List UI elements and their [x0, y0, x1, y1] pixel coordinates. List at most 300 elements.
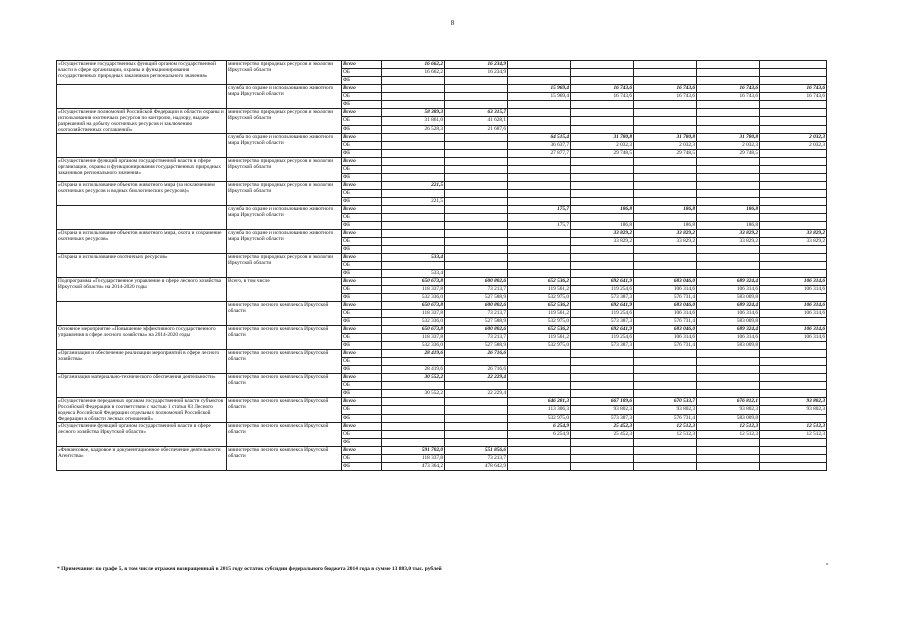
amount-cell [445, 406, 508, 414]
amount-cell [697, 182, 760, 190]
amount-cell [571, 69, 634, 77]
amount-cell [760, 125, 827, 133]
amount-cell [445, 254, 508, 262]
amount-cell: 2 032,3 [571, 142, 634, 150]
amount-cell [760, 270, 827, 278]
amount-cell [382, 398, 445, 406]
amount-cell [571, 439, 634, 447]
amount-cell: 186,8 [697, 222, 760, 230]
amount-cell: 119 254,6 [571, 334, 634, 342]
amount-cell: 473 364,2 [382, 463, 445, 471]
amount-cell [382, 166, 445, 174]
amount-cell [508, 246, 571, 254]
amount-cell [508, 101, 571, 109]
amount-cell [571, 198, 634, 206]
funding-source: Всего [342, 230, 382, 238]
amount-cell [508, 374, 571, 382]
amount-cell [760, 463, 827, 471]
amount-cell: 22 229,4 [445, 390, 508, 398]
amount-cell: 527 588,9 [445, 342, 508, 350]
amount-cell: 25 452,3 [571, 423, 634, 431]
amount-cell [445, 262, 508, 270]
amount-cell: 186,8 [571, 206, 634, 214]
amount-cell: 15 969,4 [508, 93, 571, 101]
amount-cell [445, 230, 508, 238]
amount-cell [445, 166, 508, 174]
amount-cell: 576 731,4 [634, 414, 697, 422]
amount-cell [697, 254, 760, 262]
amount-cell: 22 229,4 [445, 374, 508, 382]
amount-cell: 73 213,7 [445, 455, 508, 463]
amount-cell [571, 174, 634, 182]
amount-cell [571, 117, 634, 125]
amount-cell [445, 214, 508, 222]
amount-cell [571, 270, 634, 278]
amount-cell: 118 337,8 [382, 334, 445, 342]
amount-cell: 119 254,6 [571, 310, 634, 318]
amount-cell: 36 637,7 [508, 142, 571, 150]
amount-cell: 221,5 [382, 198, 445, 206]
amount-cell [508, 109, 571, 117]
amount-cell: 29 748,5 [697, 150, 760, 158]
amount-cell: 26 528,3 [382, 125, 445, 133]
funding-source: Всего [342, 61, 382, 69]
amount-cell [571, 246, 634, 254]
amount-cell [697, 262, 760, 270]
amount-cell: 16 743,6 [571, 85, 634, 93]
amount-cell: 29 748,5 [571, 150, 634, 158]
amount-cell: 25 452,3 [571, 431, 634, 439]
amount-cell [697, 374, 760, 382]
executor-name: министерство природных ресурсов и экологии Иркутской области [227, 254, 342, 278]
amount-cell: 689 324,4 [697, 326, 760, 334]
amount-cell [571, 374, 634, 382]
amount-cell: 118 337,8 [382, 455, 445, 463]
funding-source: Всего [342, 350, 382, 358]
amount-cell: 30 552,2 [382, 390, 445, 398]
amount-cell [697, 166, 760, 174]
amount-cell [382, 190, 445, 198]
amount-cell [760, 117, 827, 125]
table-row [57, 134, 827, 142]
funding-source: ОБ [342, 117, 382, 125]
funding-source: ФБ [342, 318, 382, 326]
amount-cell: 532 975,0 [508, 318, 571, 326]
amount-cell [760, 382, 827, 390]
activity-name [57, 85, 227, 109]
amount-cell [508, 77, 571, 85]
executor-name: министерство природных ресурсов и экологии Иркутской области [227, 158, 342, 182]
amount-cell [508, 439, 571, 447]
funding-source: Всего [342, 302, 382, 310]
amount-cell [508, 69, 571, 77]
amount-cell [760, 198, 827, 206]
amount-cell: 600 802,6 [445, 326, 508, 334]
amount-cell: 106 314,6 [634, 286, 697, 294]
amount-cell [760, 69, 827, 77]
funding-source: Всего [342, 182, 382, 190]
amount-cell [634, 382, 697, 390]
funding-source: ФБ [342, 77, 382, 85]
amount-cell [571, 77, 634, 85]
amount-cell [760, 158, 827, 166]
amount-cell [697, 117, 760, 125]
amount-cell: 667 189,6 [571, 398, 634, 406]
amount-cell [445, 439, 508, 447]
amount-cell [571, 350, 634, 358]
amount-cell: 33 829,2 [697, 230, 760, 238]
amount-cell [571, 109, 634, 117]
amount-cell [571, 125, 634, 133]
amount-cell [382, 414, 445, 422]
amount-cell [634, 270, 697, 278]
funding-source: ОБ [342, 310, 382, 318]
amount-cell [445, 358, 508, 366]
amount-cell: 175,7 [508, 206, 571, 214]
amount-cell [445, 423, 508, 431]
amount-cell: 106 314,6 [760, 302, 827, 310]
amount-cell [634, 174, 697, 182]
amount-cell: 16 234,9 [445, 69, 508, 77]
funding-source: ФБ [342, 222, 382, 230]
amount-cell [508, 230, 571, 238]
amount-cell: 576 731,4 [634, 318, 697, 326]
amount-cell: 683 046,0 [634, 302, 697, 310]
amount-cell [508, 182, 571, 190]
amount-cell [697, 61, 760, 69]
amount-cell [382, 150, 445, 158]
executor-name: министерство лесного комплекса Иркутской области [227, 423, 342, 447]
amount-cell: 551 856,6 [445, 447, 508, 455]
amount-cell [508, 262, 571, 270]
amount-cell: 532 975,0 [508, 294, 571, 302]
amount-cell: 64 515,4 [508, 134, 571, 142]
amount-cell: 652 536,2 [508, 302, 571, 310]
amount-cell [634, 166, 697, 174]
activity-name: «Охрана и использование объектов животного мира (за исключением охотничьих ресурсов и водных биологических ресурсов)» [57, 182, 227, 206]
amount-cell: 689 324,4 [697, 302, 760, 310]
amount-cell [571, 455, 634, 463]
amount-cell [382, 134, 445, 142]
amount-cell: 16 662,2 [382, 69, 445, 77]
amount-cell [571, 390, 634, 398]
funding-source: ФБ [342, 390, 382, 398]
amount-cell [445, 238, 508, 246]
amount-cell: 175,7 [508, 222, 571, 230]
amount-cell: 573 387,3 [571, 342, 634, 350]
amount-cell [634, 439, 697, 447]
amount-cell: 16 234,9 [445, 61, 508, 69]
amount-cell: 16 743,6 [697, 93, 760, 101]
amount-cell: 186,8 [571, 222, 634, 230]
amount-cell: 527 588,9 [445, 294, 508, 302]
activity-name: «Охрана и использование охотничьих ресурсов» [57, 254, 227, 278]
amount-cell: 28 419,6 [382, 350, 445, 358]
amount-cell [760, 366, 827, 374]
amount-cell [634, 262, 697, 270]
amount-cell: 31 780,8 [697, 134, 760, 142]
amount-cell [508, 125, 571, 133]
executor-name: служба по охране и использованию животного мира Иркутской области [227, 134, 342, 158]
amount-cell [697, 77, 760, 85]
activity-name: «Осуществление переданных органам государственной власти субъектов Российской Федерации в соответствии с частью 1 статьи 83 Лесного кодекса Российской Федерации отдельных полномочий Российской Федерации в области лесных отношений» [57, 398, 227, 423]
funding-source: ОБ [342, 431, 382, 439]
amount-cell: 12 512,3 [634, 431, 697, 439]
amount-cell [697, 174, 760, 182]
amount-cell [445, 206, 508, 214]
funding-source: ФБ [342, 270, 382, 278]
funding-source: ФБ [342, 439, 382, 447]
amount-cell [445, 150, 508, 158]
amount-cell: 33 829,2 [571, 238, 634, 246]
amount-cell [760, 166, 827, 174]
amount-cell [634, 109, 697, 117]
activity-name: Основное мероприятие «Повышение эффективного государственного управления в сфере лесного хозяйства» на 2014-2020 годы [57, 326, 227, 350]
funding-source: ОБ [342, 142, 382, 150]
amount-cell [634, 117, 697, 125]
amount-cell: 119 254,6 [571, 286, 634, 294]
amount-cell [445, 398, 508, 406]
amount-cell [634, 463, 697, 471]
funding-source: ФБ [342, 198, 382, 206]
executor-name: министерство лесного комплекса Иркутской области [227, 398, 342, 423]
amount-cell: 93 802,3 [760, 406, 827, 414]
funding-source: ОБ [342, 286, 382, 294]
table-row [57, 423, 827, 431]
amount-cell: 2 032,3 [634, 142, 697, 150]
amount-cell: 16 743,6 [697, 85, 760, 93]
amount-cell [634, 214, 697, 222]
end-mark: » [826, 562, 829, 567]
funding-source: Всего [342, 326, 382, 334]
amount-cell [697, 350, 760, 358]
amount-cell [445, 85, 508, 93]
table-row [57, 326, 827, 334]
amount-cell: 118 337,8 [382, 310, 445, 318]
funding-source: ФБ [342, 414, 382, 422]
amount-cell: 652 536,2 [508, 278, 571, 286]
activity-name: «Осуществление государственных функций органом государственной власти в сфере организации, охраны и функционирования государственных природных заказников регионального значения» [57, 61, 227, 85]
amount-cell [382, 262, 445, 270]
amount-cell: 113 306,3 [508, 406, 571, 414]
funding-source: ОБ [342, 214, 382, 222]
amount-cell [445, 174, 508, 182]
amount-cell: 16 743,6 [634, 93, 697, 101]
amount-cell [382, 93, 445, 101]
amount-cell [760, 262, 827, 270]
amount-cell [634, 77, 697, 85]
amount-cell: 93 802,3 [571, 406, 634, 414]
amount-cell [697, 214, 760, 222]
funding-source: Всего [342, 85, 382, 93]
amount-cell [697, 447, 760, 455]
funding-source: ОБ [342, 238, 382, 246]
amount-cell [508, 61, 571, 69]
amount-cell [508, 366, 571, 374]
table-row [57, 61, 827, 69]
amount-cell [760, 109, 827, 117]
amount-cell [445, 158, 508, 166]
funding-source: ОБ [342, 358, 382, 366]
amount-cell: 573 387,3 [571, 414, 634, 422]
amount-cell [760, 390, 827, 398]
amount-cell: 30 552,2 [382, 374, 445, 382]
amount-cell: 73 213,7 [445, 334, 508, 342]
amount-cell: 31 861,0 [382, 117, 445, 125]
table-row [57, 182, 827, 190]
amount-cell [382, 101, 445, 109]
amount-cell [760, 174, 827, 182]
amount-cell: 118 337,8 [382, 286, 445, 294]
amount-cell [571, 382, 634, 390]
amount-cell [697, 158, 760, 166]
amount-cell: 221,5 [382, 182, 445, 190]
executor-name: министерство лесного комплекса Иркутской области [227, 374, 342, 398]
amount-cell: 6 254,9 [508, 431, 571, 439]
table-row [57, 230, 827, 238]
amount-cell [760, 206, 827, 214]
table-row [57, 350, 827, 358]
amount-cell [697, 390, 760, 398]
activity-name: «Охрана и использование объектов животного мира, охота и сохранение охотничьих ресурсов» [57, 230, 227, 254]
amount-cell [634, 390, 697, 398]
amount-cell [445, 77, 508, 85]
funding-source: Всего [342, 206, 382, 214]
amount-cell [571, 262, 634, 270]
amount-cell [634, 69, 697, 77]
amount-cell [445, 190, 508, 198]
executor-name: министерство лесного комплекса Иркутской области [227, 350, 342, 374]
amount-cell [571, 463, 634, 471]
funding-source: Всего [342, 374, 382, 382]
amount-cell: 532 336,0 [382, 318, 445, 326]
amount-cell [634, 182, 697, 190]
amount-cell [760, 246, 827, 254]
executor-name: служба по охране и использованию животного мира Иркутской области [227, 206, 342, 230]
amount-cell: 12 512,3 [697, 423, 760, 431]
funding-source: ОБ [342, 334, 382, 342]
table-row [57, 447, 827, 455]
funding-source: ОБ [342, 455, 382, 463]
amount-cell: 646 281,3 [508, 398, 571, 406]
amount-cell [697, 358, 760, 366]
table-row [57, 206, 827, 214]
amount-cell [445, 414, 508, 422]
amount-cell: 186,8 [634, 206, 697, 214]
footnote: * Примечание: по графе 5, в том числе отражен возвращенный в 2015 году остаток субсидии федерального бюджета 2014 года в сумме 13 883,0 тыс. рублей [57, 566, 442, 572]
amount-cell: 576 731,4 [634, 294, 697, 302]
amount-cell [697, 455, 760, 463]
amount-cell: 683 046,0 [634, 278, 697, 286]
amount-cell [760, 190, 827, 198]
amount-cell [382, 214, 445, 222]
activity-name: «Организация материально-технического обеспечения деятельности» [57, 374, 227, 398]
amount-cell [571, 101, 634, 109]
amount-cell [508, 254, 571, 262]
page-number: 8 [450, 19, 455, 27]
funding-source: Всего [342, 398, 382, 406]
amount-cell: 533,4 [382, 254, 445, 262]
amount-cell: 26 716,6 [445, 350, 508, 358]
amount-cell: 63 315,7 [445, 109, 508, 117]
amount-cell: 106 314,6 [760, 286, 827, 294]
amount-cell [697, 246, 760, 254]
amount-cell: 532 336,0 [382, 342, 445, 350]
amount-cell [697, 190, 760, 198]
amount-cell [760, 294, 827, 302]
activity-name: «Осуществление полномочий Российской Федерации в области охраны и использования охотничьих ресурсов по контролю, надзору, выдаче разрешений на добычу охотничьих ресурсов и заключению охотхозяйственных соглашений» [57, 109, 227, 134]
funding-source: Всего [342, 109, 382, 117]
amount-cell [697, 125, 760, 133]
amount-cell: 15 969,4 [508, 85, 571, 93]
amount-cell [760, 77, 827, 85]
amount-cell: 16 743,6 [634, 85, 697, 93]
amount-cell [634, 455, 697, 463]
amount-cell [508, 238, 571, 246]
activity-name [57, 206, 227, 230]
amount-cell: 583 009,8 [697, 318, 760, 326]
activity-name: «Осуществление функций органом государственной власти в сфере организации, охраны и функционирования государственных природных заказников регионального значения» [57, 158, 227, 182]
activity-name [57, 302, 227, 326]
executor-name: служба по охране и использованию животного мира Иркутской области [227, 230, 342, 254]
amount-cell [508, 174, 571, 182]
executor-name: министерство лесного комплекса Иркутской области [227, 302, 342, 326]
amount-cell [571, 166, 634, 174]
amount-cell [445, 382, 508, 390]
funding-source: ОБ [342, 166, 382, 174]
amount-cell: 12 512,3 [697, 431, 760, 439]
amount-cell [382, 439, 445, 447]
amount-cell: 583 009,8 [697, 294, 760, 302]
amount-cell [508, 198, 571, 206]
amount-cell: 2 032,3 [760, 134, 827, 142]
amount-cell [508, 166, 571, 174]
amount-cell [571, 366, 634, 374]
amount-cell [382, 382, 445, 390]
amount-cell: 31 780,8 [571, 134, 634, 142]
amount-cell [382, 158, 445, 166]
funding-source: ОБ [342, 262, 382, 270]
executor-name: министерство природных ресурсов и экологии Иркутской области [227, 61, 342, 85]
amount-cell [508, 463, 571, 471]
amount-cell [382, 238, 445, 246]
amount-cell [445, 222, 508, 230]
amount-cell [382, 431, 445, 439]
amount-cell: 689 324,4 [697, 278, 760, 286]
activity-name [57, 134, 227, 158]
amount-cell [634, 101, 697, 109]
amount-cell [508, 158, 571, 166]
funding-source: ФБ [342, 463, 382, 471]
amount-cell [634, 61, 697, 69]
amount-cell: 16 743,6 [760, 85, 827, 93]
amount-cell [760, 222, 827, 230]
amount-cell [634, 246, 697, 254]
amount-cell: 12 512,3 [634, 423, 697, 431]
amount-cell [760, 374, 827, 382]
amount-cell [760, 101, 827, 109]
amount-cell [508, 390, 571, 398]
amount-cell [382, 222, 445, 230]
table-row [57, 109, 827, 117]
activity-name: «Организация и обеспечение реализации мероприятий в сфере лесного хозяйства» [57, 350, 227, 374]
funding-source: ОБ [342, 190, 382, 198]
amount-cell [508, 270, 571, 278]
amount-cell: 527 588,9 [445, 318, 508, 326]
amount-cell [634, 358, 697, 366]
amount-cell [571, 358, 634, 366]
amount-cell [571, 254, 634, 262]
